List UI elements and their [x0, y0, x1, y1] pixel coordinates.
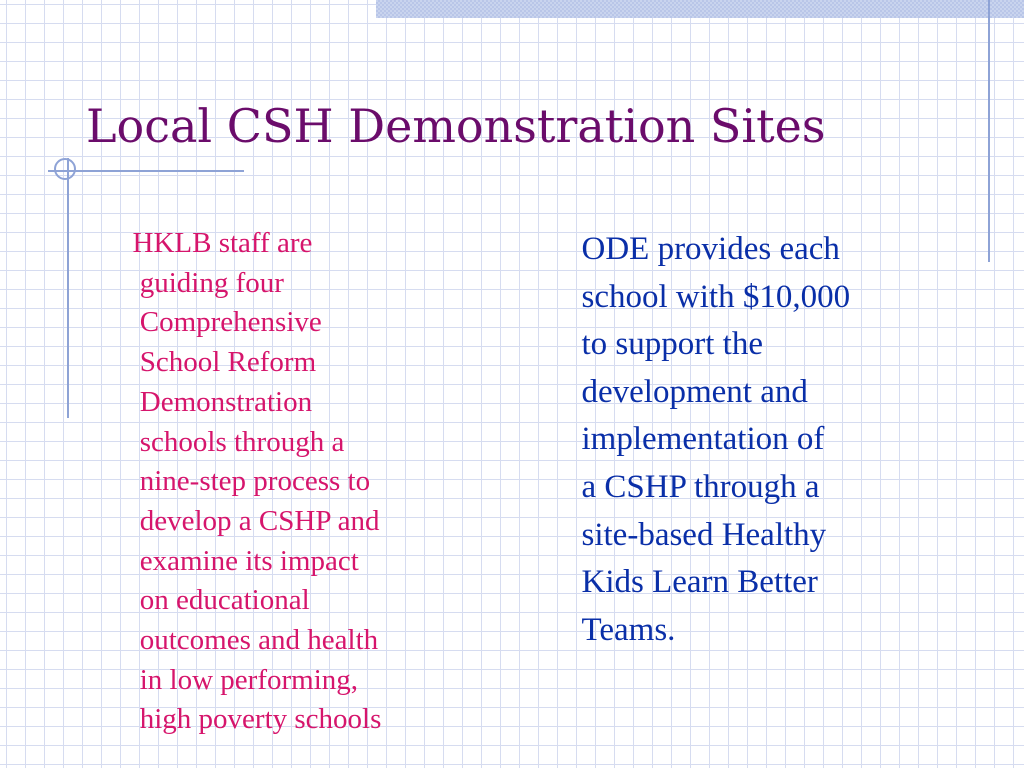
- slide-title: Local CSH Demonstration Sites: [86, 99, 826, 153]
- top-decorative-band: [376, 0, 1024, 18]
- right-column-text: ODE provides each school with $10,000 to support the development and implementation of a CSHP through a site-based Healthy Kids Learn Better Teams.: [581, 231, 851, 648]
- title-underline-accent: [48, 170, 244, 172]
- ring-accent-icon: [54, 158, 76, 180]
- left-vertical-accent-line: [67, 158, 69, 418]
- right-vertical-accent-line: [988, 0, 990, 262]
- left-column-text: HKLB staff are guiding four Comprehensive School Reform Demonstration schools through a nine-step process to develop a CSHP and examine its impact on educational outcomes and health in low performing, high poverty schools: [132, 227, 382, 736]
